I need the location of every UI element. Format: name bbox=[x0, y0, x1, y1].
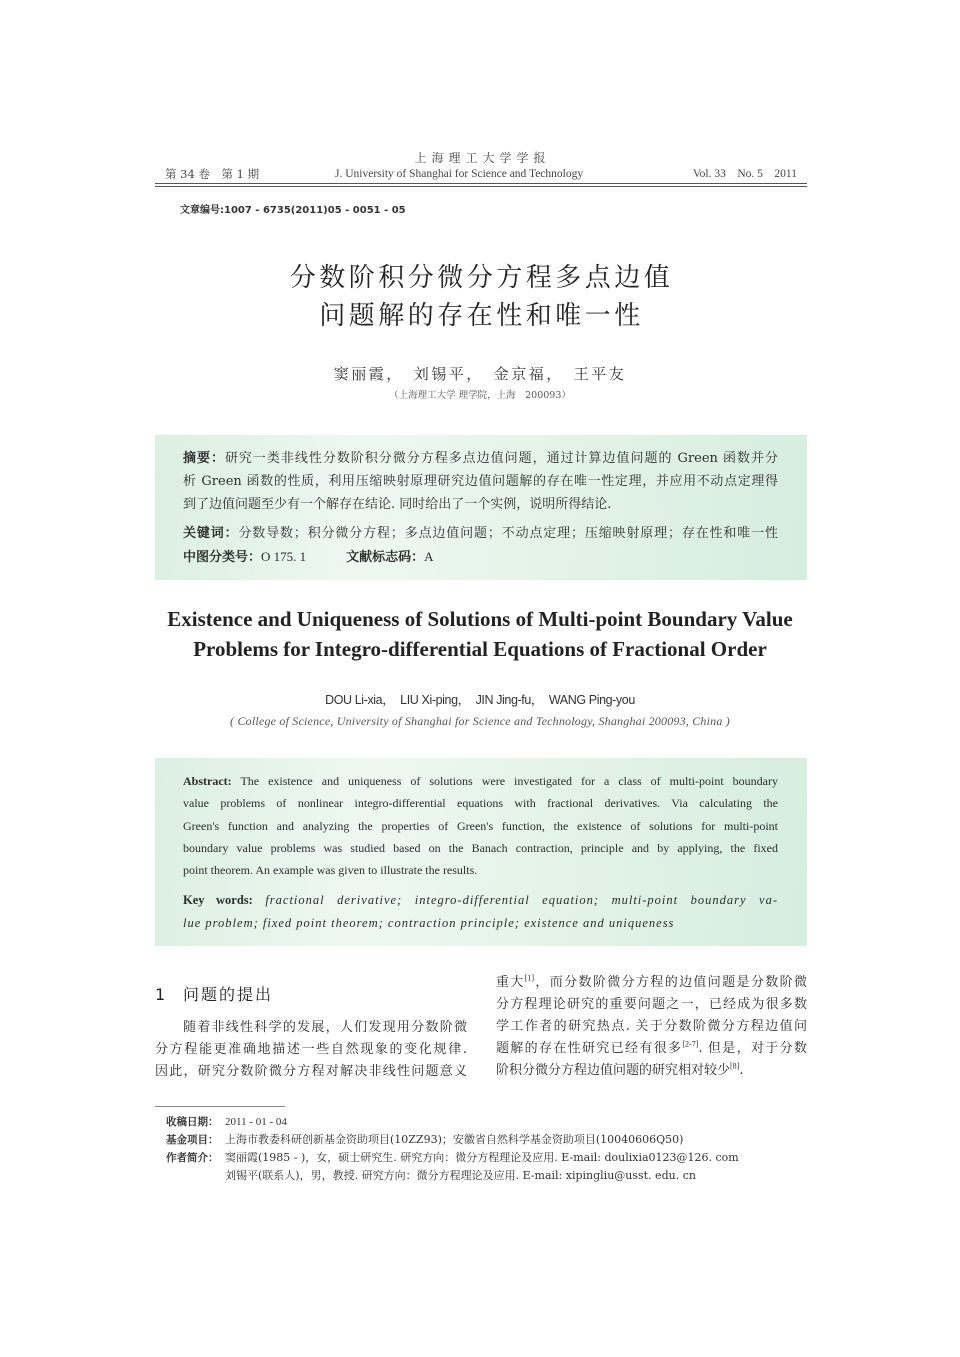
keywords-en-line bbox=[183, 912, 778, 934]
footnote-author bbox=[166, 1149, 806, 1167]
footnote-label: 作者简介： bbox=[166, 1152, 219, 1164]
footnotes bbox=[166, 1113, 806, 1184]
footnote-text: 2011 - 01 - 04 bbox=[225, 1116, 287, 1128]
body-column-left bbox=[155, 1017, 467, 1083]
affiliation-cn: （上海理工大学 理学院，上海 200093） bbox=[389, 390, 571, 401]
abstract-cn-label: 摘要： bbox=[183, 451, 225, 466]
volume-issue: 第 34 卷 第 1 期 bbox=[165, 167, 260, 181]
authors-cn: 窦丽霞， 刘锡平， 金京福， 王平友 bbox=[333, 365, 627, 383]
keywords-en-text: lue problem; fixed point theorem; contraction principle; existence and uniqueness bbox=[183, 915, 675, 930]
abstract-cn-line: 到了边值问题至少有一个解存在结论. 同时给出了一个实例，说明所得结论. bbox=[183, 497, 612, 512]
abstract-en-line: boundary value problems was studied based on the Banach contraction, principle and by applying, the fixed bbox=[183, 840, 778, 855]
keywords-en-line bbox=[183, 889, 778, 911]
text-segment: ，而分数阶微分方程的边值问题是分数阶微 bbox=[534, 975, 807, 990]
footnote-author-continued: 刘锡平(联系人)，男，教授. 研究方向：微分方程理论及应用. E-mail: xipingliu@usst. edu. cn bbox=[225, 1169, 696, 1182]
keywords-en-label: Key words: bbox=[183, 893, 253, 908]
citation-ref: [8] bbox=[730, 1061, 740, 1071]
citation-ref: [1] bbox=[524, 973, 535, 983]
abstract-en-line: value problems of nonlinear integro-differential equations with fractional derivatives. Via calculating the bbox=[183, 796, 778, 811]
abstract-cn-line bbox=[183, 447, 778, 470]
text-segment: 题解的存在性研究已经有很多 bbox=[496, 1041, 683, 1056]
article-number: 文章编号:1007 - 6735(2011)05 - 0051 - 05 bbox=[180, 205, 406, 216]
section-title: 问题的提出 bbox=[183, 985, 274, 1004]
abstract-cn-box bbox=[155, 435, 807, 580]
journal-name-cn: 上海理工大学学报 bbox=[414, 151, 551, 165]
paragraph-line bbox=[496, 972, 807, 994]
keywords-cn-text: 分数导数；积分微分方程；多点边值问题；不动点定理；压缩映射原理；存在性和唯一性 bbox=[238, 526, 778, 541]
footnote-received bbox=[166, 1113, 806, 1131]
keywords-cn bbox=[183, 522, 778, 545]
footnote-rule bbox=[155, 1106, 285, 1107]
title-cn-line-2: 问题解的存在性和唯一性 bbox=[319, 301, 644, 331]
paragraph-line: 随着非线性科学的发展，人们发现用分数阶微 bbox=[183, 1020, 467, 1035]
section-heading bbox=[155, 985, 455, 1005]
title-en bbox=[0, 604, 960, 664]
abstract-en-label: Abstract: bbox=[183, 774, 232, 788]
abstract-cn-text: 研究一类非线性分数阶积分微分方程多点边值问题，通过计算边值问题的 Green 函数并分 bbox=[224, 451, 778, 466]
abstract-cn-body bbox=[183, 447, 778, 569]
footnote-text: 窦丽霞(1985 - )，女，硕士研究生. 研究方向：微分方程理论及应用. E-mail: doulixia0123@126. com bbox=[225, 1151, 739, 1164]
abstract-en-text: The existence and uniqueness of solutions were investigated for a class of multi-point boundary bbox=[231, 774, 778, 788]
paragraph-line: 分方程理论研究的重要问题之一，已经成为很多数 bbox=[496, 997, 807, 1012]
text-segment: 重大 bbox=[496, 975, 525, 990]
title-cn bbox=[0, 259, 960, 335]
footnote-label: 收稿日期： bbox=[166, 1116, 219, 1128]
abstract-en-line: Green's function and analyzing the properties of Green's function, the existence of solutions for multi-point bbox=[183, 818, 778, 833]
title-en-line-1: Existence and Uniqueness of Solutions of Multi-point Boundary Value bbox=[167, 607, 793, 631]
paragraph-line: 因此，研究分数阶微分方程对解决非线性问题意义 bbox=[155, 1064, 467, 1079]
paragraph-line bbox=[496, 1038, 807, 1060]
abstract-en-line bbox=[183, 770, 778, 792]
paragraph-line: 学工作者的研究热点. 关于分数阶微分方程边值问 bbox=[496, 1019, 807, 1034]
title-cn-line-1: 分数阶积分微分方程多点边值 bbox=[289, 263, 674, 293]
paragraph-line bbox=[496, 1060, 807, 1082]
clc-label: 中图分类号： bbox=[183, 550, 262, 565]
paragraph-line: 分方程能更准确地描述一些自然现象的变化规律. bbox=[155, 1042, 467, 1057]
doc-code-value: A bbox=[424, 549, 434, 564]
header-rule bbox=[155, 183, 807, 187]
text-segment: . bbox=[739, 1063, 744, 1078]
abstract-en-box bbox=[155, 758, 807, 946]
section-number: 1 bbox=[155, 985, 166, 1004]
footnote-fund bbox=[166, 1131, 806, 1149]
title-en-line-2: Problems for Integro-differential Equations of Fractional Order bbox=[193, 637, 767, 661]
affiliation-en: ( College of Science, University of Shanghai for Science and Technology, Shanghai 200093, China ) bbox=[230, 714, 730, 728]
citation-ref: [2-7] bbox=[682, 1039, 699, 1049]
text-segment: 阶积分微分方程边值问题的研究相对较少 bbox=[496, 1063, 731, 1078]
abstract-en-line: point theorem. An example was given to illustrate the results. bbox=[183, 863, 478, 878]
footnote-label: 基金项目： bbox=[166, 1134, 219, 1146]
abstract-en-body bbox=[183, 770, 778, 934]
abstract-cn-line: 析 Green 函数的性质，利用压缩映射原理研究边值问题解的存在唯一性定理，并应用不动点定理得 bbox=[183, 474, 778, 489]
vol-no-year: Vol. 33 No. 5 2011 bbox=[692, 168, 797, 180]
footnote-text: 上海市教委科研创新基金资助项目(10ZZ93)；安徽省自然科学基金资助项目(10040606Q50) bbox=[225, 1133, 684, 1146]
doc-code-label: 文献标志码： bbox=[346, 550, 425, 565]
clc-value: O 175. 1 bbox=[261, 549, 307, 564]
journal-header-row bbox=[155, 167, 807, 181]
keywords-cn-label: 关键词： bbox=[183, 526, 239, 541]
text-segment: . 但是，对于分数 bbox=[698, 1041, 807, 1056]
authors-en: DOU Li-xia， LIU Xi-ping， JIN Jing-fu， WANG Ping-you bbox=[325, 693, 635, 707]
body-column-right bbox=[496, 972, 807, 1082]
journal-name-en: J. University of Shanghai for Science and Technology bbox=[335, 168, 584, 180]
classification-line bbox=[183, 545, 778, 569]
keywords-en-text: fractional derivative; integro-differential equation; multi-point boundary va- bbox=[252, 893, 778, 908]
